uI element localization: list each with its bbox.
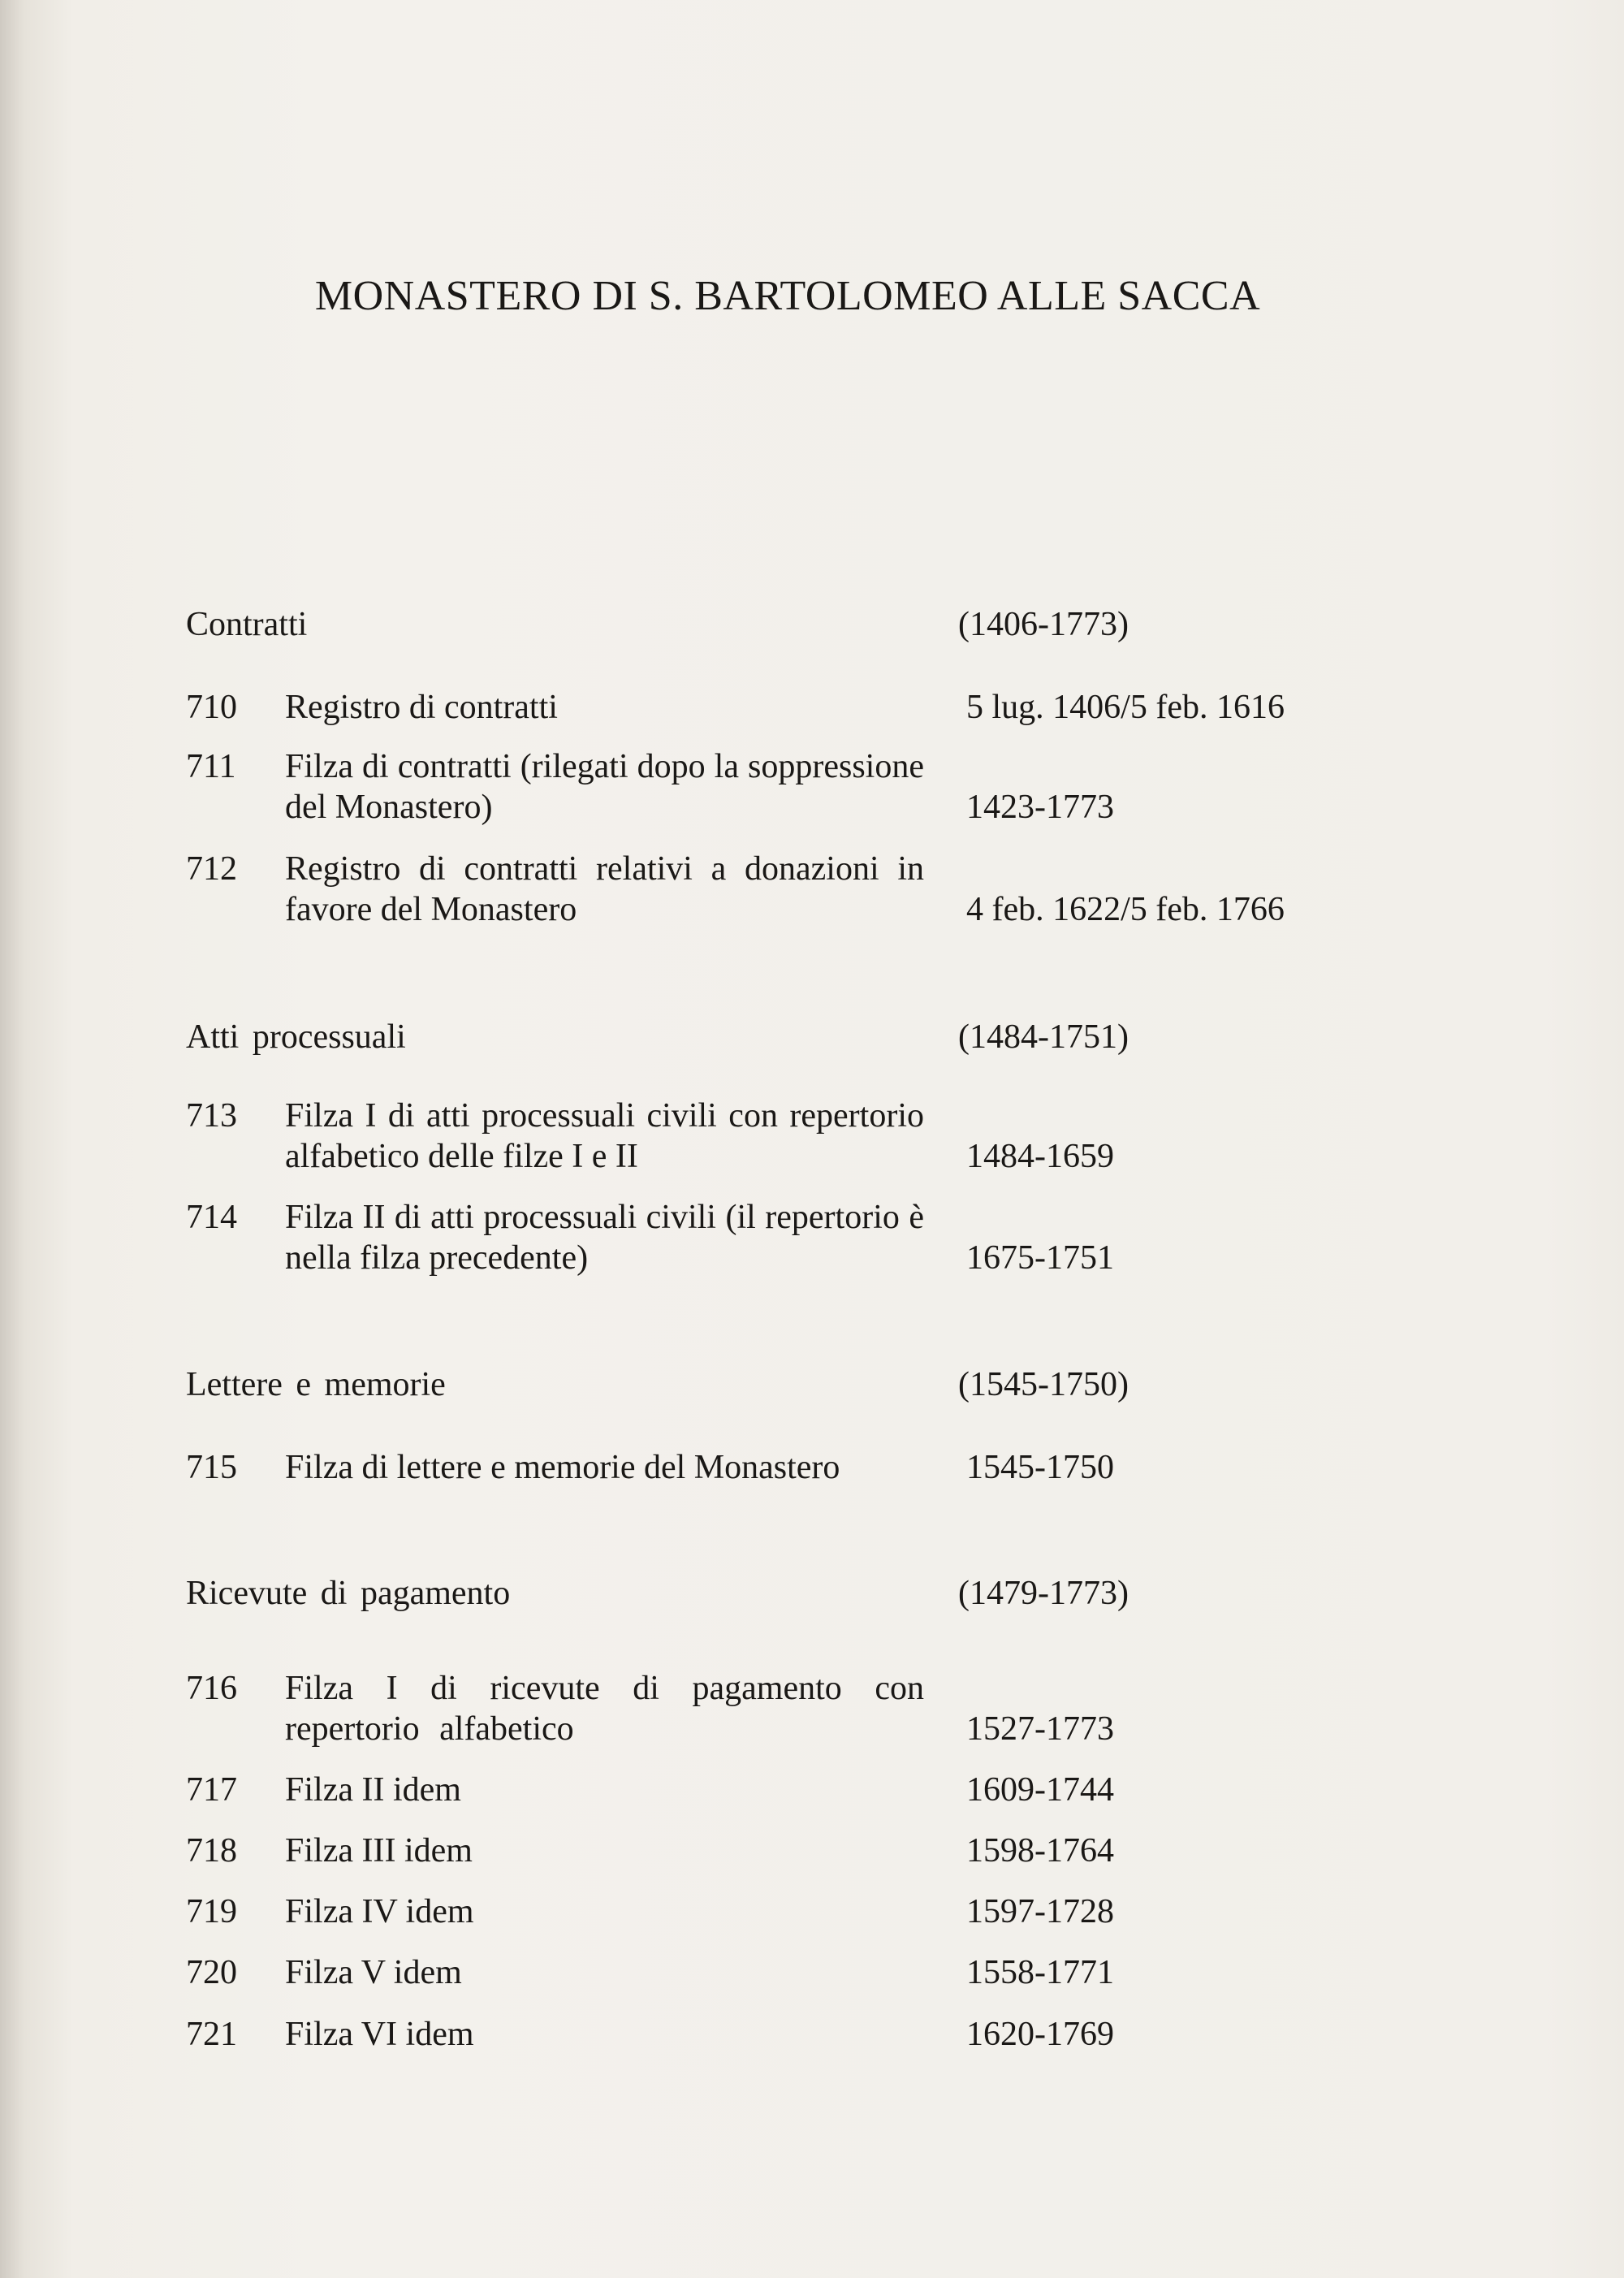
item-number: 713 <box>186 1097 237 1135</box>
item-number: 710 <box>186 689 237 726</box>
list-item <box>0 1096 1624 1177</box>
section-date-range: (1545-1750) <box>958 1366 1129 1403</box>
section-date-range: (1484-1751) <box>958 1018 1129 1056</box>
item-description: Filza di lettere e memorie del Monastero <box>285 1449 840 1486</box>
item-number: 715 <box>186 1449 237 1486</box>
item-number: 718 <box>186 1832 237 1870</box>
item-date: 1609-1744 <box>966 1771 1114 1809</box>
item-date: 1527-1773 <box>966 1710 1114 1748</box>
item-number: 711 <box>186 748 236 785</box>
item-description: Filza II di atti processuali civili (il repertorio è nella filza precedente) <box>285 1199 924 1277</box>
item-description: Filza IV idem <box>285 1893 474 1930</box>
item-number: 716 <box>186 1670 237 1707</box>
item-date: 5 lug. 1406/5 feb. 1616 <box>966 689 1285 726</box>
item-date: 1484-1659 <box>966 1138 1114 1175</box>
item-description: Filza V idem <box>285 1954 462 1991</box>
item-date: 1598-1764 <box>966 1832 1114 1870</box>
list-item <box>0 1447 1624 1528</box>
section-heading: Atti processuali <box>186 1018 406 1056</box>
section-heading: Lettere e memorie <box>186 1366 446 1403</box>
section-date-range: (1479-1773) <box>958 1575 1129 1612</box>
item-description: Filza I di atti processuali civili con repertorio alfabetico delle filze I e II <box>285 1097 924 1175</box>
list-item <box>0 849 1624 930</box>
list-item <box>0 746 1624 828</box>
item-description: Filza di contratti (rilegati dopo la soppressione del Monastero) <box>285 748 924 826</box>
item-number: 719 <box>186 1893 237 1930</box>
item-description: Filza II idem <box>285 1771 461 1809</box>
item-date: 1545-1750 <box>966 1449 1114 1486</box>
list-item <box>0 1197 1624 1278</box>
item-date: 4 feb. 1622/5 feb. 1766 <box>966 891 1285 928</box>
item-number: 714 <box>186 1199 237 1236</box>
page-title: MONASTERO DI S. BARTOLOMEO ALLE SACCA <box>314 273 1261 319</box>
item-description: Registro di contratti relativi a donazioni in favore del Monastero <box>285 850 924 928</box>
item-description: Filza III idem <box>285 1832 473 1870</box>
item-number: 721 <box>186 2016 237 2053</box>
section-date-range: (1406-1773) <box>958 606 1129 643</box>
list-item <box>0 1668 1624 1749</box>
item-number: 717 <box>186 1771 237 1809</box>
item-date: 1620-1769 <box>966 2016 1114 2053</box>
item-date: 1597-1728 <box>966 1893 1114 1930</box>
item-date: 1423-1773 <box>966 789 1114 826</box>
item-date: 1558-1771 <box>966 1954 1114 1991</box>
item-number: 720 <box>186 1954 237 1991</box>
item-number: 712 <box>186 850 237 888</box>
item-description: Registro di contratti <box>285 689 558 726</box>
section-heading: Contratti <box>186 606 308 643</box>
section-heading: Ricevute di pagamento <box>186 1575 511 1612</box>
item-description: Filza I di ricevute di pagamento con repertorio alfabetico <box>285 1670 924 1748</box>
item-date: 1675-1751 <box>966 1239 1114 1277</box>
item-description: Filza VI idem <box>285 2016 474 2053</box>
list-item <box>0 2014 1624 2095</box>
